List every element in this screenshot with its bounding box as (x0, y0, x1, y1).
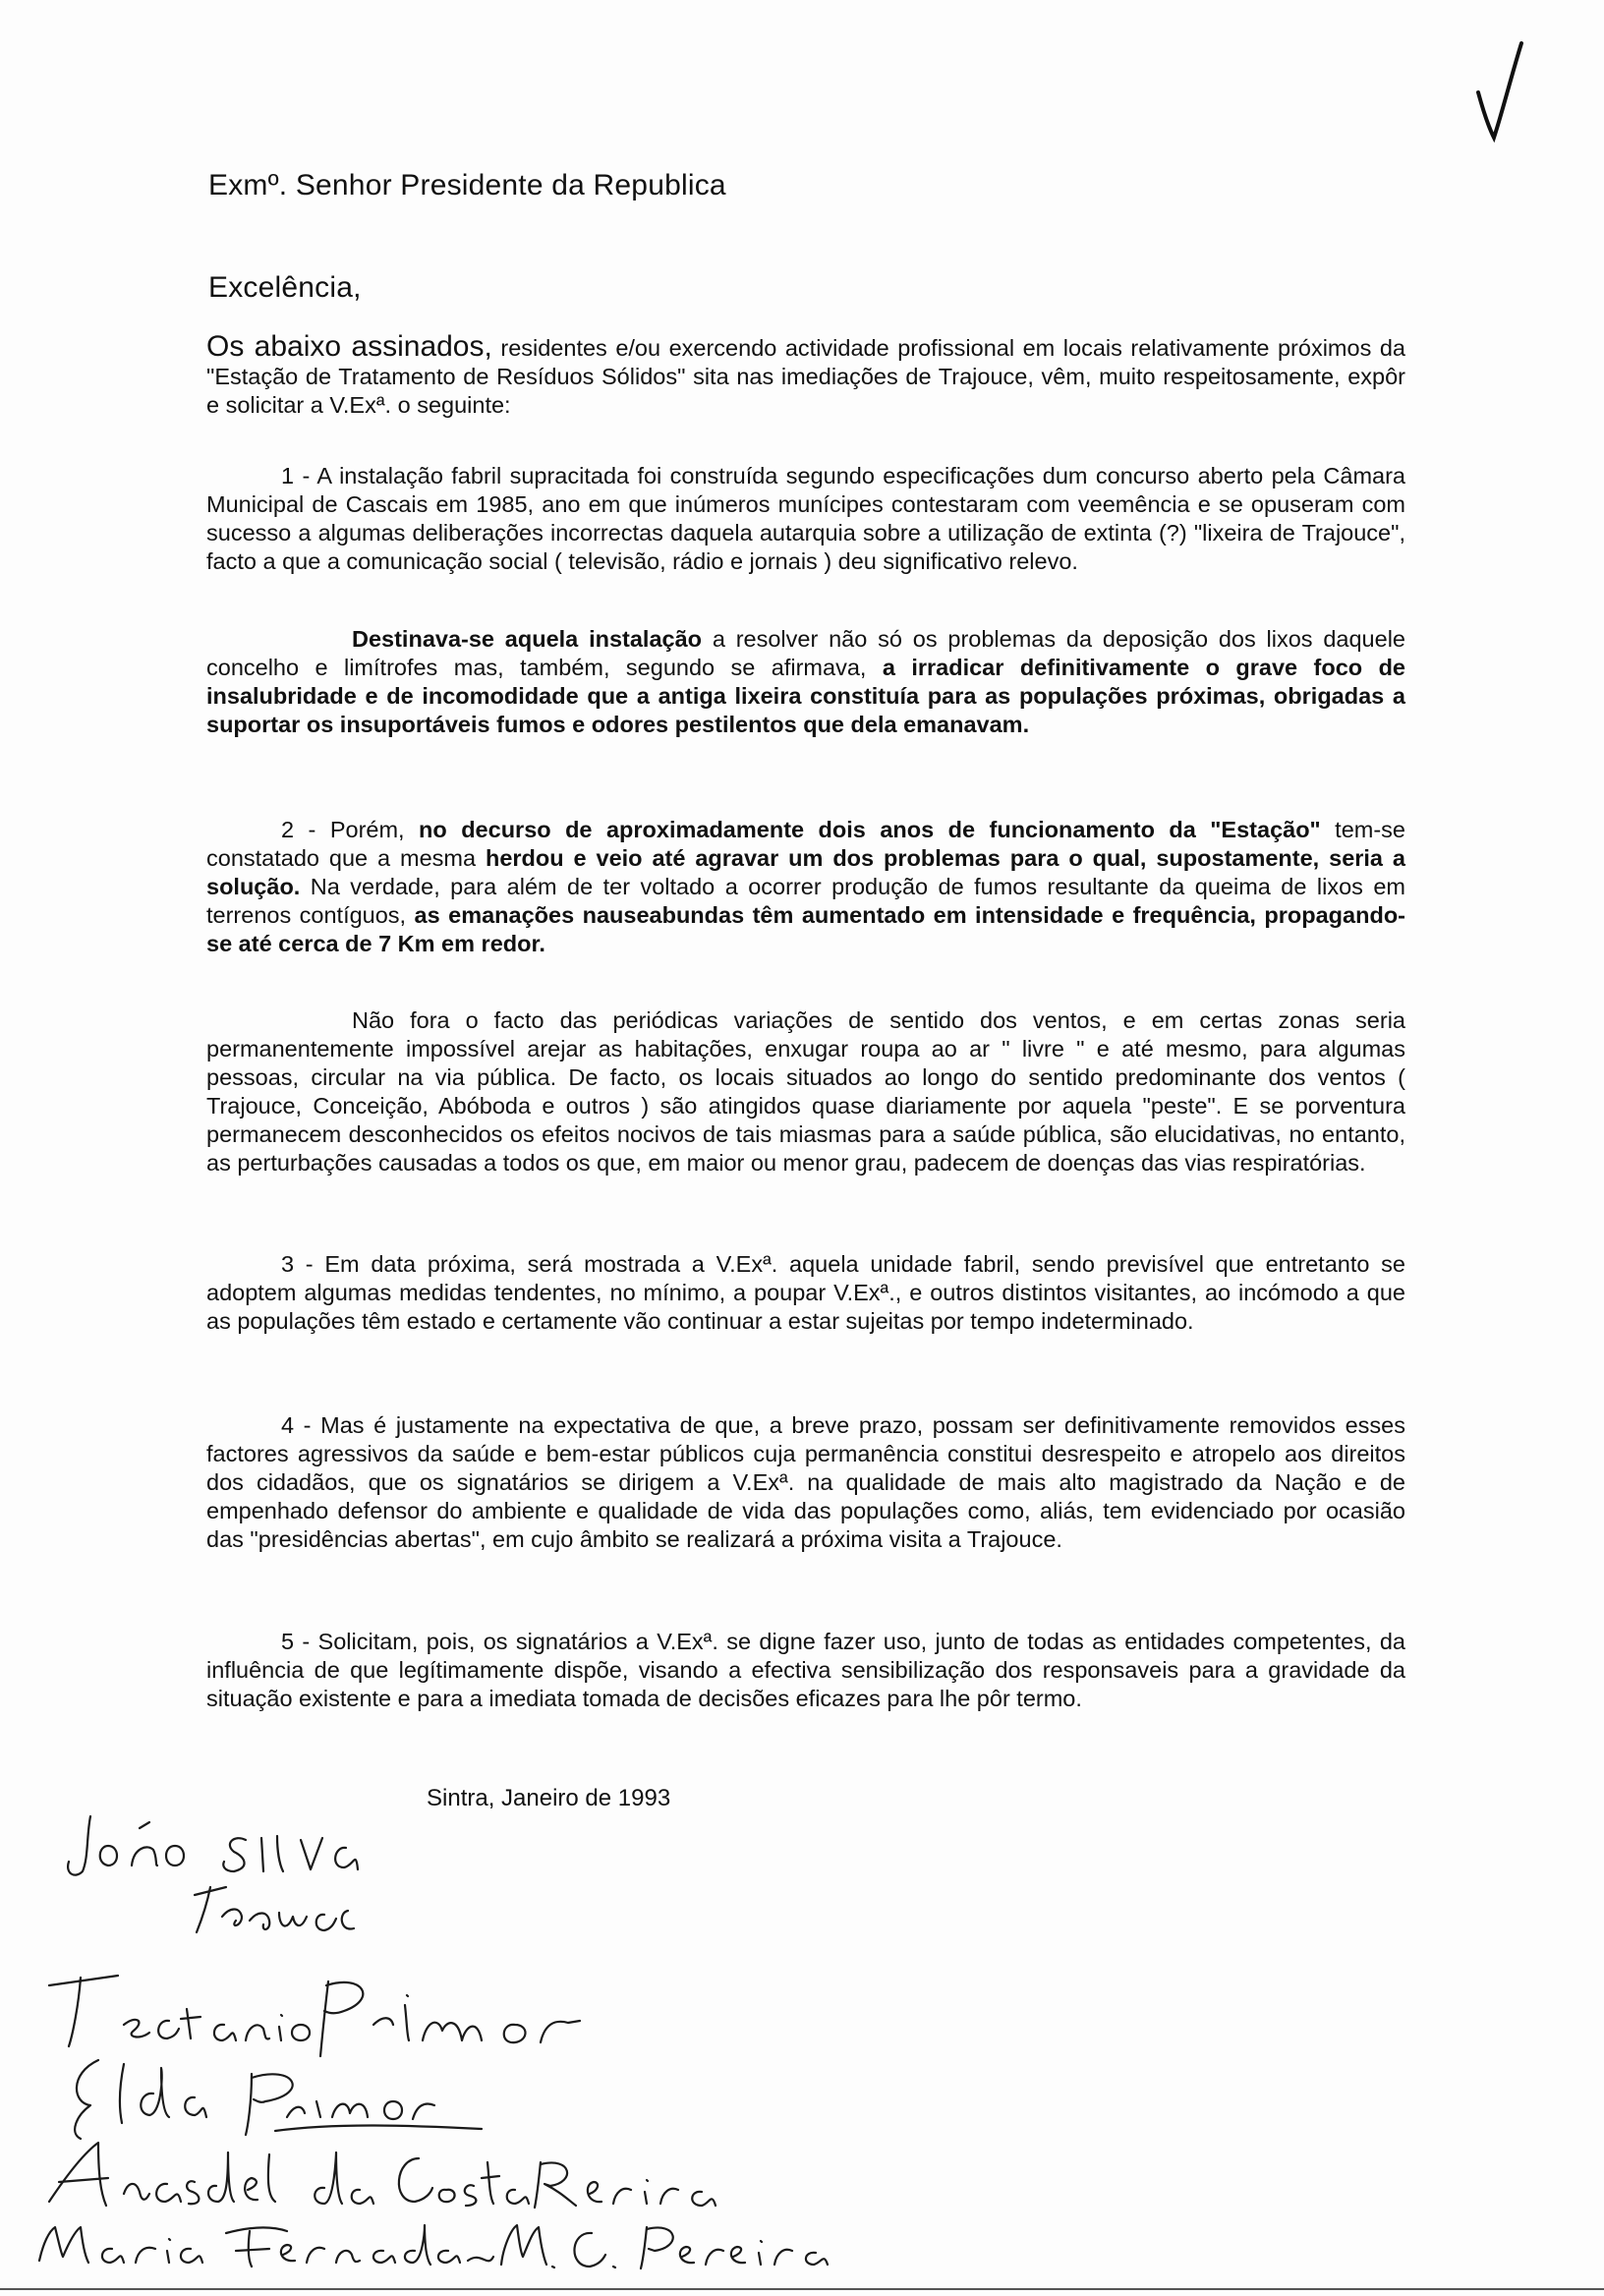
intro-paragraph (206, 332, 1405, 420)
p1b-normal: a resolver não só os problemas da deposição dos lixos daquele concelho e limítrofes mas, também, segundo se afirmava, (206, 626, 1405, 680)
p2-bold-1: no decurso de aproximadamente dois anos de funcionamento da "Estação" (419, 817, 1321, 842)
check-mark-icon (1472, 35, 1531, 144)
paragraph-1-continued (206, 625, 1405, 739)
paragraph-4-text: 4 - Mas é justamente na expectativa de que, a breve prazo, possam ser definitivamente removidos esses factores agressivos da saúde e bem-estar públicos cuja permanência constitui desrespeito e atropelo aos direitos dos cidadãos, que os signatários se dirigem a V.Exª. na qualidade de mais alto magistrado da Nação e de empenhado defensor do ambiente e qualidade de vida das populações como, aliás, tem evidenciado por ocasião das "presidências abertas", em cujo âmbito se realizará a próxima visita a Trajouce. (206, 1412, 1405, 1552)
paragraph-5 (206, 1628, 1405, 1713)
p1b-bold-end: a irradicar definitivamente o grave foco de insalubridade e de incomodidade que a antiga lixeira constituía para as populações próximas, obrigadas a suportar os insuportáveis fumos e odores pestilentos que dela emanavam. (206, 655, 1405, 737)
signature-tectanio-primor (49, 1976, 580, 2056)
paragraph-1-text: 1 - A instalação fabril supracitada foi construída segundo especificações dum concurso aberto pela Câmara Municipal de Cascais em 1985, ano em que inúmeros munícipes contestaram com veemência e se opuseram com sucesso a algumas deliberações incorrectas daquela autarquia sobre a utilização de extinta (?) "lixeira de Trajouce", facto a que a comunicação social ( televisão, rádio e jornais ) deu significativo relevo. (206, 463, 1405, 574)
p2-bold-3: as emanações nauseabundas têm aumentado em intensidade e frequência, propagando-se até cerca de 7 Km em redor. (206, 902, 1405, 956)
paragraph-2b-text: Não fora o facto das periódicas variações de sentido dos ventos, e em certas zonas seria permanentemente impossível arejar as habitações, enxugar roupa ao ar " livre " e até mesmo, para algumas pessoas, circular na via pública. De facto, os locais situados ao longo do sentido predominante dos ventos ( Trajouce, Conceição, Abóboda e outros ) são atingidos quase diariamente por aquela "peste". E se porventura permanecem desconhecidos os efeitos nocivos de tais miasmas para a saúde pública, são elucidativas, no entanto, as perturbações causadas a todos os que, em maior ou menor grau, padecem de doenças das vias respiratórias. (206, 1007, 1405, 1176)
p2-normal-1: tem-se constatado que a mesma (206, 817, 1405, 871)
paragraph-4 (206, 1411, 1405, 1554)
p2-normal-2: Na verdade, para além de ter voltado a ocorrer produção de fumos resultante da queima de lixos em terrenos contíguos, (206, 874, 1405, 928)
addressee: Exmº. Senhor Presidente da Republica (208, 169, 726, 201)
signature-ilda-primor (75, 2060, 482, 2139)
p2-number: 2 - Porém, (281, 817, 420, 842)
paragraph-3-text: 3 - Em data próxima, será mostrada a V.Exª. aquela unidade fabril, sendo previsível que entretanto se adoptem algumas medidas tendentes, no mínimo, a poupar V.Exª., e outros distintos visitantes, ao incómodo a que as populações têm estado e certamente vão continuar a estar sujeitas por tempo indeterminado. (206, 1251, 1405, 1334)
date-line: Sintra, Janeiro de 1993 (427, 1785, 671, 1811)
greeting: Excelência, (208, 271, 362, 304)
paragraph-1 (206, 462, 1405, 576)
paragraph-3 (206, 1250, 1405, 1336)
signature-joao-silva (68, 1816, 358, 1875)
signature-ana-isabel-pereira (49, 2143, 716, 2208)
paragraph-2-continued (206, 1006, 1405, 1177)
intro-rest: residentes e/ou exercendo actividade profissional em locais relativamente próximos da "Estação de Tratamento de Resíduos Sólidos" sita nas imediações de Trajouce, vêm, muito respeitosamente, expôr e solicitar a V.Exª. o seguinte: (206, 335, 1405, 418)
page-bottom-edge (0, 2288, 1604, 2290)
signature-trajouce (195, 1887, 354, 1932)
intro-lead: Os abaixo assinados, (206, 330, 492, 363)
paragraph-5-text: 5 - Solicitam, pois, os signatários a V.Exª. se digne fazer uso, junto de todas as entidades competentes, da influência de que legítimamente dispõe, visando a efectiva sensibilização dos responsaveis para a gravidade da situação existente e para a imediata tomada de decisões eficazes para lhe pôr termo. (206, 1629, 1405, 1711)
signature-maria-fernanda-pereira (39, 2225, 828, 2268)
paragraph-2 (206, 816, 1405, 958)
p1b-bold-start: Destinava-se aquela instalação (352, 626, 703, 652)
p2-bold-2: herdou e veio até agravar um dos problemas para o qual, supostamente, seria a solução. (206, 845, 1405, 899)
handwritten-signatures (29, 1789, 835, 2280)
